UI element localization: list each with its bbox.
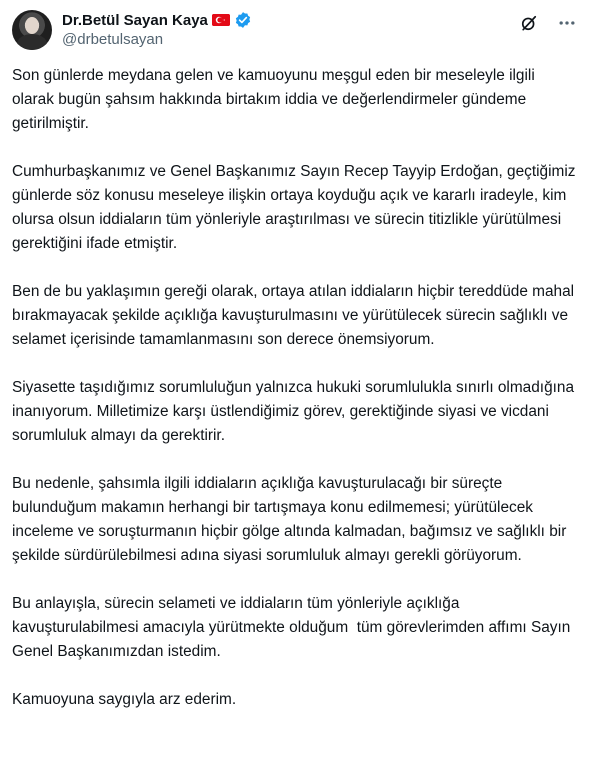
tweet-paragraph: Cumhurbaşkanımız ve Genel Başkanımız Sayın Recep Tayyip Erdoğan, geçtiğimiz günlerde söz konusu meseleye ilişkin ortaya koyduğu açık ve kararlı iradeyle, kim olursa olsun iddiaların tüm yönleriyle araştırılması ve sürecin titizlikle yürütülmesi gerektiğini ifade etmiştir.: [12, 163, 580, 252]
tweet-paragraph: Kamuoyuna saygıyla arz ederim.: [12, 691, 237, 708]
tweet-text: [12, 64, 578, 736]
tweet-paragraph: Bu anlayışla, sürecin selameti ve iddiaların tüm yönleriyle açıklığa kavuşturulabilmesi amacıyla yürütmekte olduğum tüm görevlerimden affımı Sayın Genel Başkanımızdan istedim.: [12, 595, 575, 660]
more-options-icon[interactable]: [556, 12, 578, 34]
tweet-paragraph: Siyasette taşıdığımız sorumluluğun yalnızca hukuki sorumlulukla sınırlı olmadığına inanıyorum. Milletimize karşı üstlendiğimiz görev, gerektiğinde siyasi ve vicdani sorumluluk almayı da gerektirir.: [12, 379, 579, 444]
avatar-face: [25, 17, 39, 34]
turkey-flag-icon: [212, 14, 230, 26]
name-row: [62, 10, 252, 30]
tweet-paragraph: Ben de bu yaklaşımın gereği olarak, ortaya atılan iddiaların hiçbir tereddüde mahal bırakmayacak şekilde açıklığa kavuşturulmasını ve yürütülecek sürecin sağlıklı ve selamet içerisinde tamamlanmasını son derece önemsiyorum.: [12, 283, 579, 348]
avatar-shoulders: [17, 34, 47, 50]
grok-icon[interactable]: [518, 12, 540, 34]
tweet-paragraph: Bu nedenle, şahsımla ilgili iddiaların açıklığa kavuşturulacağı bir süreçte bulunduğum makamın herhangi bir tartışmaya konu edilmemesi; yürütülecek inceleme ve soruşturmanın hiçbir gölge altında kalmadan, bağımsız ve sağlıklı bir şekilde sürdürülebilmesi adına siyasi sorumluluk almayı gerekli görüyorum.: [12, 475, 571, 564]
author-handle[interactable]: @drbetulsayan: [62, 31, 164, 48]
header-actions: [518, 12, 578, 34]
author-display-name[interactable]: Dr.Betül Sayan Kaya: [62, 11, 208, 29]
tweet-paragraph: Son günlerde meydana gelen ve kamuoyunu meşgul eden bir meseleyle ilgili olarak bugün şahsım hakkında birtakım iddia ve değerlendirmeler gündeme getirilmiştir.: [12, 67, 540, 132]
verified-badge-icon[interactable]: [234, 11, 252, 29]
avatar[interactable]: [12, 10, 52, 50]
tweet-header: [12, 8, 578, 52]
